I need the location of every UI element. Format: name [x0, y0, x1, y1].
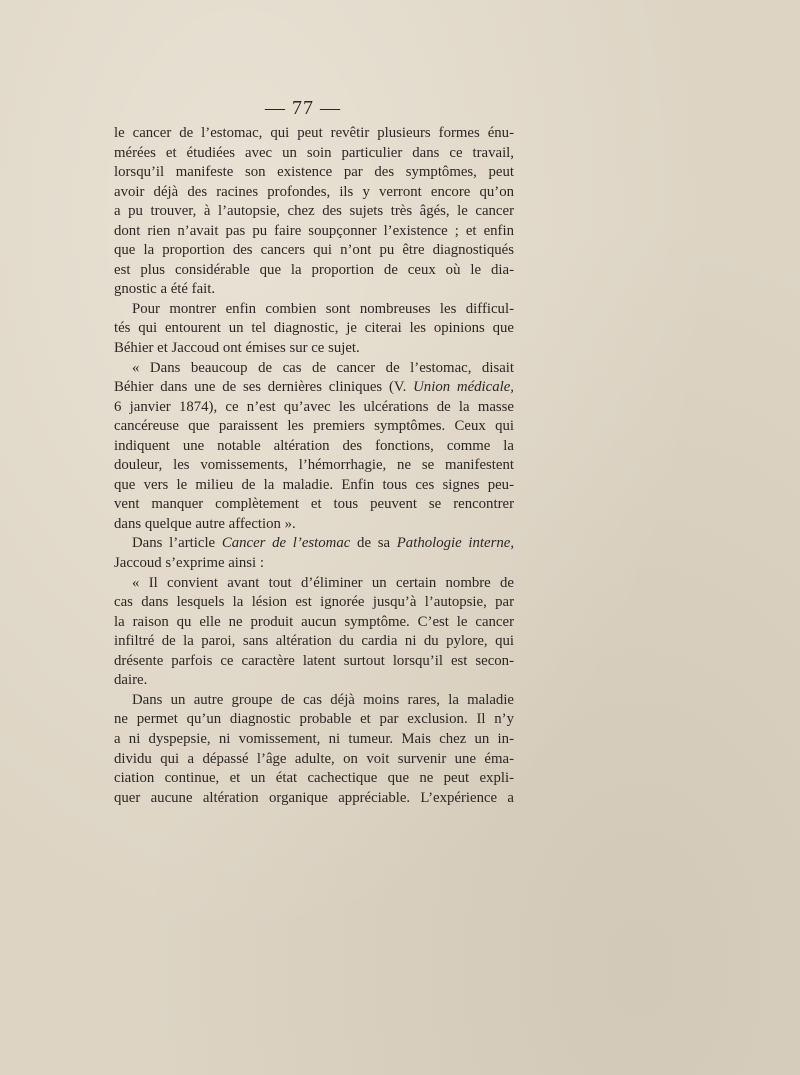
- article-title: Cancer de l’estomac: [221, 535, 351, 552]
- text-line: daire.: [114, 672, 148, 689]
- body-text: [114, 124, 514, 808]
- text-line: Jaccoud s’exprime ainsi :: [114, 555, 264, 572]
- text-line: mérées et étudiées avec un soin particulier dans ce travail,: [114, 144, 514, 161]
- text-line: 6 janvier 1874), ce n’est qu’avec les ulcérations de la masse: [114, 398, 514, 415]
- text-line: le cancer de l’estomac, qui peut revêtir plusieurs formes énu-: [114, 125, 514, 141]
- text-segment: Béhier dans une de ses dernières cliniques (V.: [114, 379, 414, 396]
- text-line: Pour montrer enfin combien sont nombreuses les difficul-: [132, 300, 514, 317]
- text-line: ciation continue, et un état cachectique que ne peut expli-: [114, 770, 514, 787]
- text-line: indiquent une notable altération des fonctions, comme la: [114, 437, 514, 454]
- text-line: que vers le milieu de la maladie. Enfin tous ces signes peu-: [114, 476, 514, 493]
- text-line: que la proportion des cancers qui n’ont pu être diagnostiqués: [114, 242, 514, 259]
- text-line: cancéreuse que paraissent les premiers symptômes. Ceux qui: [114, 418, 514, 435]
- text-line: avoir déjà des racines profondes, ils y verront encore qu’on: [114, 183, 514, 200]
- page-number: — 77 —: [265, 97, 341, 119]
- text-line: drésente parfois ce caractère latent surtout lorsqu’il est secon-: [114, 652, 514, 669]
- text-line: ne permet qu’un diagnostic probable et par exclusion. Il n’y: [114, 711, 514, 728]
- text-line: « Il convient avant tout d’éliminer un certain nombre de: [132, 574, 514, 591]
- text-line: est plus considérable que la proportion de ceux où le dia-: [114, 261, 514, 278]
- text-line: tés qui entourent un tel diagnostic, je citerai les opinions que: [114, 320, 514, 337]
- text-line: dans quelque autre affection ».: [114, 515, 296, 532]
- text-line: cas dans lesquels la lésion est ignorée jusqu’à l’autopsie, par: [114, 594, 514, 611]
- text-segment: Dans l’article: [132, 535, 222, 552]
- text-line: dividu qui a dépassé l’âge adulte, on voit survenir une éma-: [114, 750, 514, 767]
- journal-title: Union médicale,: [413, 379, 514, 396]
- text-line: la raison qu elle ne produit aucun symptôme. C’est le cancer: [114, 613, 514, 630]
- text-line: dont rien n’avait pas pu faire soupçonner l’existence ; et enfin: [114, 222, 514, 239]
- text-line: [114, 534, 514, 554]
- text-line: lorsqu’il manifeste son existence par des symptômes, peut: [114, 164, 514, 181]
- text-line: « Dans beaucoup de cas de cancer de l’estomac, disait: [132, 359, 514, 376]
- text-segment: de sa: [350, 535, 397, 552]
- book-title: Pathologie interne,: [396, 535, 515, 552]
- text-line: Dans un autre groupe de cas déjà moins rares, la maladie: [132, 691, 514, 708]
- text-line: a ni dyspepsie, ni vomissement, ni tumeur. Mais chez un in-: [114, 730, 514, 747]
- text-line: a pu trouver, à l’autopsie, chez des sujets très âgés, le cancer: [114, 203, 514, 220]
- text-line: Béhier et Jaccoud ont émises sur ce sujet.: [114, 340, 360, 357]
- text-line: quer aucune altération organique appréciable. L’expérience a: [114, 789, 514, 806]
- text-line: vent manquer complètement et tous peuvent se rencontrer: [114, 496, 514, 513]
- text-line: gnostic a été fait.: [114, 281, 216, 298]
- text-line: douleur, les vomissements, l’hémorrhagie, ne se manifestent: [114, 457, 514, 474]
- text-line: [114, 378, 514, 398]
- text-line: infiltré de la paroi, sans altération du cardia ni du pylore, qui: [114, 633, 514, 650]
